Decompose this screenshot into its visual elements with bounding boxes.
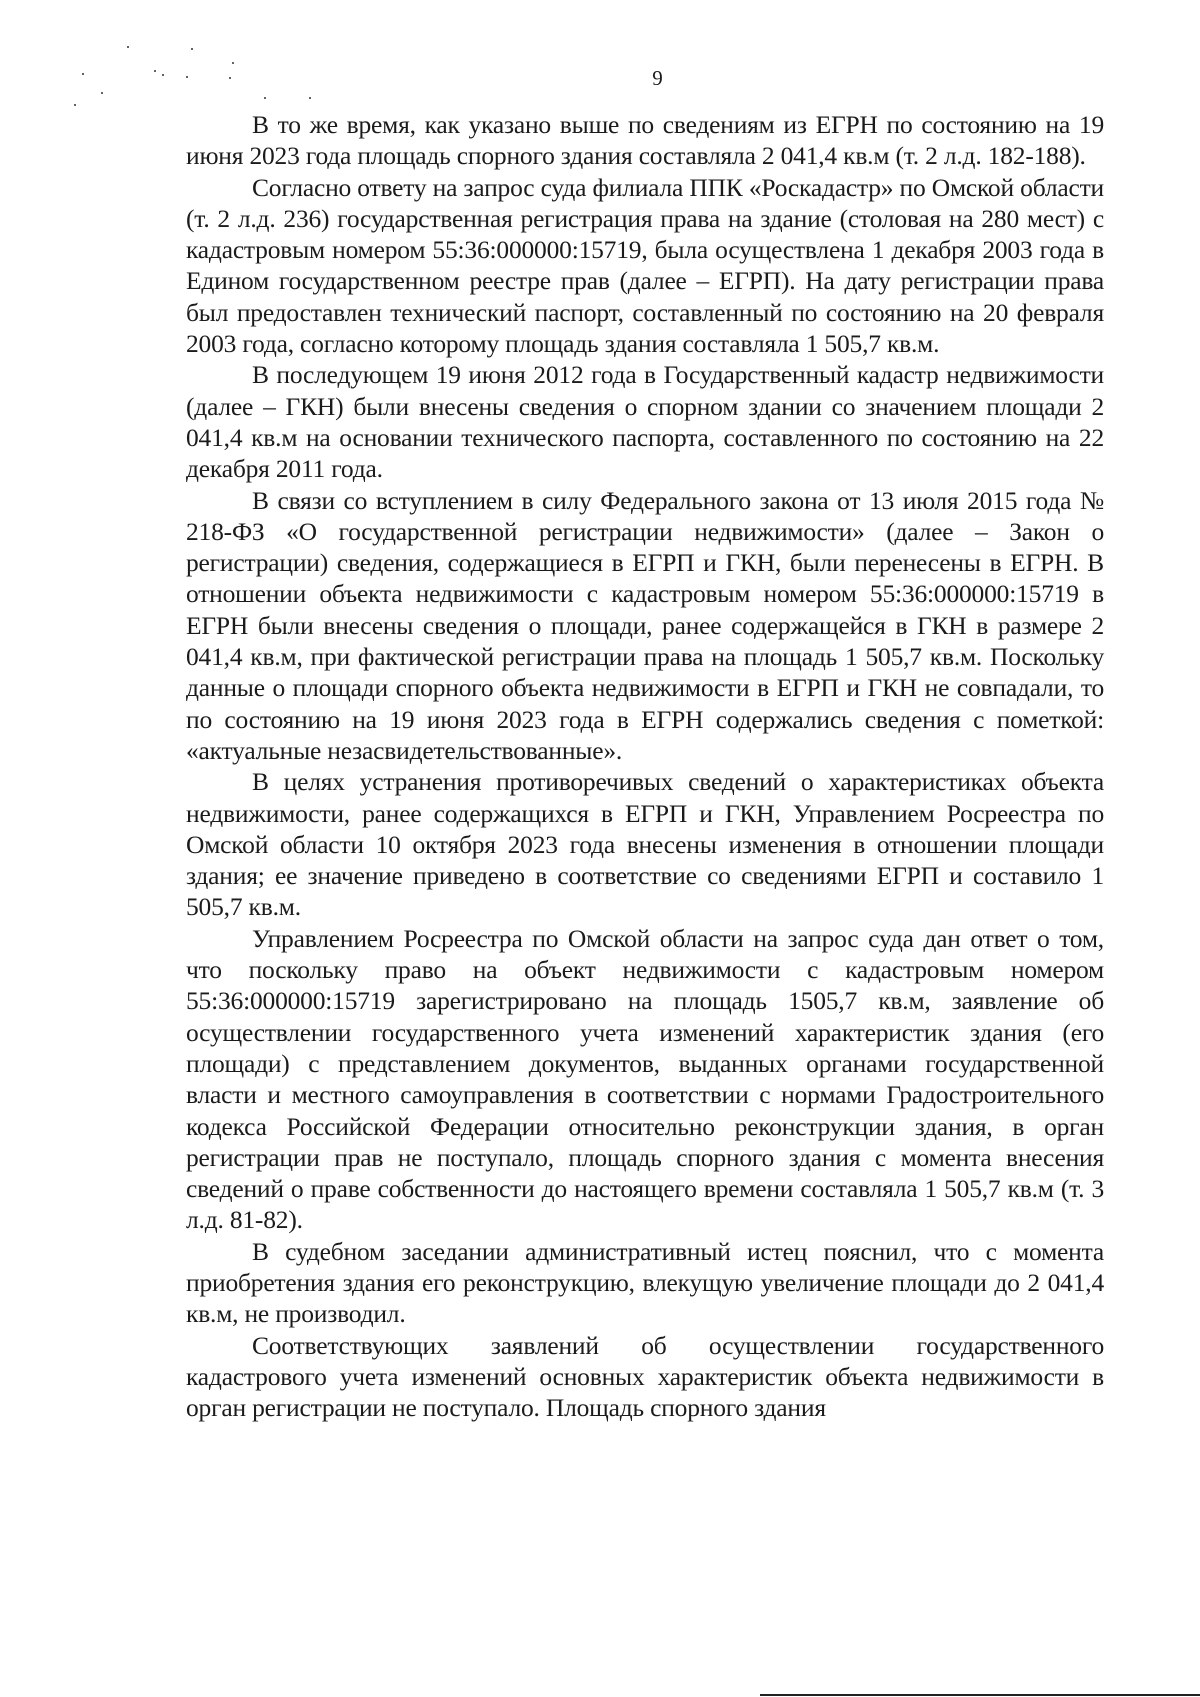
paragraph: Управлением Росреестра по Омской области на запрос суда дан ответ о том, что поскольку право на объект недвижимости с кадастровым номером 55:36:000000:15719 зарегистрировано на площадь 1505,7 кв.м, заявление об осуществлении государственного учета изменений характеристик здания (его площади) с представлением документов, выданных органами государственной власти и местного самоуправления в соответствии с нормами Градостроительного кодекса Российской Федерации относительно реконструкции здания, в орган регистрации прав не поступало, площадь спорного здания с момента внесения сведений о праве собственности до настоящего времени составляла 1 505,7 кв.м (т. 3 л.д. 81-82). <box>186 923 1104 1235</box>
scan-edge-line <box>760 1694 1200 1696</box>
paragraph: В то же время, как указано выше по сведениям из ЕГРН по состоянию на 19 июня 2023 года площадь спорного здания составляла 2 041,4 кв.м (т. 2 л.д. 182-188). <box>186 110 1104 171</box>
document-body <box>186 109 1104 1423</box>
paragraph: Соответствующих заявлений об осуществлении государственного кадастрового учета изменений основных характеристик объекта недвижимости в орган регистрации не поступало. Площадь спорного здания <box>186 1330 1104 1423</box>
paragraph: В связи со вступлением в силу Федерального закона от 13 июля 2015 года № 218-ФЗ «О государственной регистрации недвижимости» (далее – Закон о регистрации) сведения, содержащиеся в ЕГРП и ГКН, были перенесены в ЕГРН. В отношении объекта недвижимости с кадастровым номером 55:36:000000:15719 в ЕГРН были внесены сведения о площади, ранее содержащейся в ГКН в размере 2 041,4 кв.м, при фактической регистрации права на площадь 1 505,7 кв.м. Поскольку данные о площади спорного объекта недвижимости в ЕГРП и ГКН не совпадали, то по состоянию на 19 июня 2023 года в ЕГРН содержались сведения с пометкой: «актуальные незасвидетельствованные». <box>186 485 1104 765</box>
paragraph: В судебном заседании административный истец пояснил, что с момента приобретения здания его реконструкцию, влекущую увеличение площади до 2 041,4 кв.м, не производил. <box>186 1236 1104 1329</box>
paragraph: Согласно ответу на запрос суда филиала ППК «Роскадастр» по Омской области (т. 2 л.д. 236) государственная регистрация права на здание (столовая на 280 мест) с кадастровым номером 55:36:000000:15719, была осуществлена 1 декабря 2003 года в Едином государственном реестре прав (далее – ЕГРП). На дату регистрации права был предоставлен технический паспорт, составленный по состоянию на 20 февраля 2003 года, согласно которому площадь здания составляла 1 505,7 кв.м. <box>186 172 1104 359</box>
paragraph: В последующем 19 июня 2012 года в Государственный кадастр недвижимости (далее – ГКН) были внесены сведения о спорном здании со значением площади 2 041,4 кв.м на основании технического паспорта, составленного по состоянию на 22 декабря 2011 года. <box>186 360 1104 484</box>
paragraph: В целях устранения противоречивых сведений о характеристиках объекта недвижимости, ранее содержащихся в ЕГРП и ГКН, Управлением Росреестра по Омской области 10 октября 2023 года внесены изменения в отношении площади здания; ее значение приведено в соответствие со сведениями ЕГРП и составило 1 505,7 кв.м. <box>186 767 1104 922</box>
page-number: 9 <box>652 66 663 90</box>
